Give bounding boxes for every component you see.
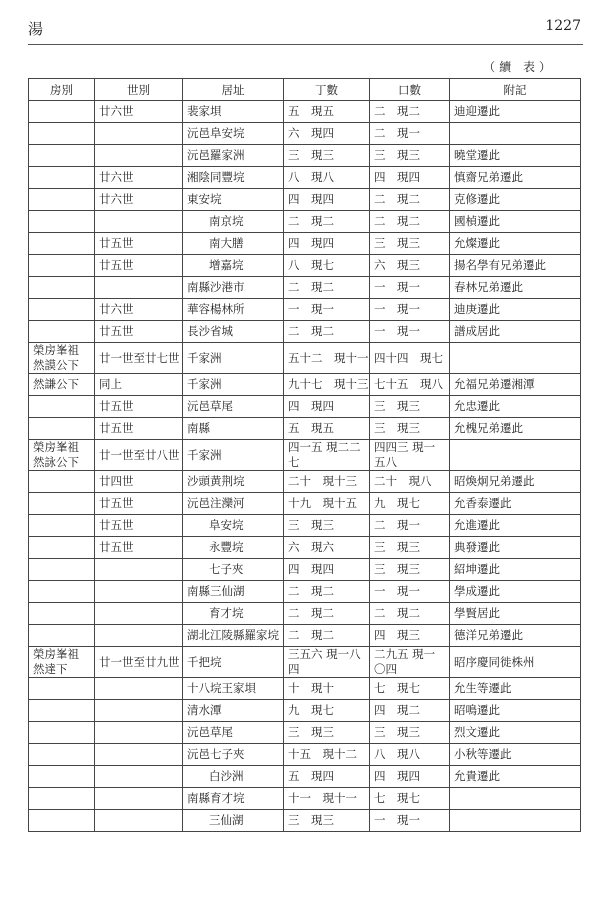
cell-ju: 千家洲 bbox=[183, 343, 284, 374]
cell-kou: 四 現四 bbox=[370, 766, 450, 788]
table-row bbox=[29, 233, 581, 255]
cell-ding: 三 現三 bbox=[284, 810, 370, 832]
cell-shi bbox=[95, 559, 183, 581]
table-row bbox=[29, 167, 581, 189]
cell-fang bbox=[29, 123, 95, 145]
cell-ju: 沅邑羅家洲 bbox=[183, 145, 284, 167]
cell-ju: 南大膳 bbox=[183, 233, 284, 255]
cell-kou: 四 現四 bbox=[370, 167, 450, 189]
cell-ju: 沅邑七子夾 bbox=[183, 744, 284, 766]
cell-ding: 十 現十 bbox=[284, 678, 370, 700]
cell-ju: 育才垸 bbox=[183, 603, 284, 625]
cell-fu: 典發遷此 bbox=[450, 537, 581, 559]
cell-fang bbox=[29, 277, 95, 299]
cell-ju: 湖北江陵縣羅家垸 bbox=[183, 625, 284, 647]
cell-ju: 清水潭 bbox=[183, 700, 284, 722]
cell-fu: 克修遷此 bbox=[450, 189, 581, 211]
table-row bbox=[29, 440, 581, 471]
cell-kou: 四 現二 bbox=[370, 700, 450, 722]
cell-fang bbox=[29, 722, 95, 744]
cell-ding: 九十七 現十三 bbox=[284, 374, 370, 396]
cell-fu: 學成遷此 bbox=[450, 581, 581, 603]
cell-kou: 三 現三 bbox=[370, 418, 450, 440]
cell-ding: 三 現三 bbox=[284, 515, 370, 537]
cell-ding: 二 現二 bbox=[284, 625, 370, 647]
cell-ding: 一 現一 bbox=[284, 299, 370, 321]
cell-fang bbox=[29, 537, 95, 559]
cell-kou: 一 現一 bbox=[370, 810, 450, 832]
page-number: 1227 bbox=[545, 18, 581, 34]
cell-ju: 千家洲 bbox=[183, 440, 284, 471]
cell-kou: 九 現七 bbox=[370, 493, 450, 515]
cell-shi: 同上 bbox=[95, 374, 183, 396]
cell-shi: 廿五世 bbox=[95, 418, 183, 440]
cell-fu: 小秋等遷此 bbox=[450, 744, 581, 766]
table-row bbox=[29, 678, 581, 700]
table-row bbox=[29, 515, 581, 537]
table-row bbox=[29, 647, 581, 678]
cell-shi bbox=[95, 211, 183, 233]
cell-ding: 四 現四 bbox=[284, 559, 370, 581]
cell-shi: 廿五世 bbox=[95, 396, 183, 418]
cell-fang bbox=[29, 471, 95, 493]
column-header-kou: 口數 bbox=[370, 79, 450, 101]
cell-kou: 一 現一 bbox=[370, 277, 450, 299]
cell-shi: 廿五世 bbox=[95, 233, 183, 255]
cell-kou: 二 現二 bbox=[370, 189, 450, 211]
table-row bbox=[29, 343, 581, 374]
cell-fang bbox=[29, 788, 95, 810]
cell-fang bbox=[29, 700, 95, 722]
cell-ju: 長沙省城 bbox=[183, 321, 284, 343]
cell-ju: 增嘉垸 bbox=[183, 255, 284, 277]
cell-shi bbox=[95, 744, 183, 766]
cell-shi: 廿一世至廿七世 bbox=[95, 343, 183, 374]
cell-kou: 四四三 現一五八 bbox=[370, 440, 450, 471]
cell-kou: 三 現三 bbox=[370, 145, 450, 167]
table-row bbox=[29, 374, 581, 396]
cell-ju: 千家洲 bbox=[183, 374, 284, 396]
cell-ju: 湘陰同豐垸 bbox=[183, 167, 284, 189]
cell-ding: 二 現二 bbox=[284, 277, 370, 299]
cell-fu: 揚名學有兄弟遷此 bbox=[450, 255, 581, 277]
column-header-fu: 附記 bbox=[450, 79, 581, 101]
cell-fu: 譜成居此 bbox=[450, 321, 581, 343]
cell-fu bbox=[450, 810, 581, 832]
cell-ding: 五 現五 bbox=[284, 418, 370, 440]
cell-fang: 榮房峯祖然謨公下 bbox=[29, 343, 95, 374]
cell-fang bbox=[29, 603, 95, 625]
table-row bbox=[29, 537, 581, 559]
cell-kou: 二十 現八 bbox=[370, 471, 450, 493]
cell-kou: 二 現一 bbox=[370, 123, 450, 145]
cell-fu: 春林兄弟遷此 bbox=[450, 277, 581, 299]
cell-fang bbox=[29, 766, 95, 788]
table-row bbox=[29, 123, 581, 145]
table-row bbox=[29, 418, 581, 440]
cell-fang bbox=[29, 515, 95, 537]
cell-fu: 允忠遷此 bbox=[450, 396, 581, 418]
table-row bbox=[29, 788, 581, 810]
cell-ding: 四 現四 bbox=[284, 189, 370, 211]
header-rule bbox=[28, 44, 583, 45]
cell-fu bbox=[450, 788, 581, 810]
cell-shi: 廿六世 bbox=[95, 101, 183, 123]
cell-fang bbox=[29, 625, 95, 647]
cell-fu: 昭序慶同徙株州 bbox=[450, 647, 581, 678]
cell-kou: 一 現一 bbox=[370, 299, 450, 321]
cell-ding: 四 現四 bbox=[284, 233, 370, 255]
table-row bbox=[29, 396, 581, 418]
cell-shi bbox=[95, 123, 183, 145]
table-row bbox=[29, 722, 581, 744]
cell-ding: 三五六 現一八四 bbox=[284, 647, 370, 678]
table-row bbox=[29, 189, 581, 211]
cell-shi: 廿四世 bbox=[95, 471, 183, 493]
cell-shi bbox=[95, 700, 183, 722]
cell-fang bbox=[29, 810, 95, 832]
cell-fang bbox=[29, 581, 95, 603]
cell-ju: 七子夾 bbox=[183, 559, 284, 581]
cell-ding: 三 現三 bbox=[284, 722, 370, 744]
cell-fang bbox=[29, 493, 95, 515]
cell-fang bbox=[29, 167, 95, 189]
cell-kou: 六 現三 bbox=[370, 255, 450, 277]
cell-ju: 千把垸 bbox=[183, 647, 284, 678]
column-header-shi: 世別 bbox=[95, 79, 183, 101]
table-row bbox=[29, 493, 581, 515]
cell-ju: 裴家垻 bbox=[183, 101, 284, 123]
table-row bbox=[29, 211, 581, 233]
cell-kou: 一 現一 bbox=[370, 321, 450, 343]
table-row bbox=[29, 603, 581, 625]
table-row bbox=[29, 277, 581, 299]
table-row bbox=[29, 255, 581, 277]
cell-shi bbox=[95, 277, 183, 299]
cell-ding: 二 現二 bbox=[284, 321, 370, 343]
cell-kou: 二 現二 bbox=[370, 101, 450, 123]
table-row bbox=[29, 321, 581, 343]
cell-shi: 廿五世 bbox=[95, 321, 183, 343]
cell-fu: 允槐兄弟遷此 bbox=[450, 418, 581, 440]
table-row bbox=[29, 145, 581, 167]
cell-shi: 廿一世至廿九世 bbox=[95, 647, 183, 678]
cell-kou: 八 現八 bbox=[370, 744, 450, 766]
table-row bbox=[29, 700, 581, 722]
cell-fang bbox=[29, 145, 95, 167]
cell-fu: 德洋兄弟遷此 bbox=[450, 625, 581, 647]
cell-ding: 二 現二 bbox=[284, 211, 370, 233]
cell-ju: 南縣沙港市 bbox=[183, 277, 284, 299]
cell-ding: 五 現五 bbox=[284, 101, 370, 123]
cell-ju: 南縣三仙湖 bbox=[183, 581, 284, 603]
cell-kou: 三 現三 bbox=[370, 559, 450, 581]
cell-ding: 八 現八 bbox=[284, 167, 370, 189]
cell-kou: 四十四 現七 bbox=[370, 343, 450, 374]
cell-shi: 廿五世 bbox=[95, 515, 183, 537]
cell-ju: 阜安垸 bbox=[183, 515, 284, 537]
cell-ding: 三 現三 bbox=[284, 145, 370, 167]
cell-fu: 允生等遷此 bbox=[450, 678, 581, 700]
column-header-ju: 居址 bbox=[183, 79, 284, 101]
table-row bbox=[29, 471, 581, 493]
cell-ding: 二十 現十三 bbox=[284, 471, 370, 493]
table-row bbox=[29, 559, 581, 581]
cell-fu: 允進遷此 bbox=[450, 515, 581, 537]
cell-kou: 七十五 現八 bbox=[370, 374, 450, 396]
cell-ding: 九 現七 bbox=[284, 700, 370, 722]
cell-fang bbox=[29, 418, 95, 440]
cell-ding: 十九 現十五 bbox=[284, 493, 370, 515]
cell-fang bbox=[29, 678, 95, 700]
table-row bbox=[29, 766, 581, 788]
cell-shi: 廿六世 bbox=[95, 167, 183, 189]
cell-shi: 廿一世至廿八世 bbox=[95, 440, 183, 471]
cell-ju: 南縣育才垸 bbox=[183, 788, 284, 810]
cell-fu bbox=[450, 123, 581, 145]
cell-fu: 曉堂遷此 bbox=[450, 145, 581, 167]
cell-fu bbox=[450, 440, 581, 471]
cell-kou: 二 現一 bbox=[370, 515, 450, 537]
genealogy-table bbox=[28, 78, 581, 832]
cell-fu: 紹坤遷此 bbox=[450, 559, 581, 581]
cell-fu: 昭煥炯兄弟遷此 bbox=[450, 471, 581, 493]
cell-ju: 沅邑阜安垸 bbox=[183, 123, 284, 145]
cell-ju: 東安垸 bbox=[183, 189, 284, 211]
cell-shi bbox=[95, 766, 183, 788]
cell-ju: 沅邑草尾 bbox=[183, 396, 284, 418]
cell-ju: 十八垸王家垻 bbox=[183, 678, 284, 700]
cell-shi bbox=[95, 722, 183, 744]
cell-fu: 允燦遷此 bbox=[450, 233, 581, 255]
column-header-ding: 丁數 bbox=[284, 79, 370, 101]
cell-fang bbox=[29, 321, 95, 343]
cell-fu: 允香泰遷此 bbox=[450, 493, 581, 515]
cell-ju: 沅邑草尾 bbox=[183, 722, 284, 744]
cell-kou: 七 現七 bbox=[370, 678, 450, 700]
cell-kou: 四 現三 bbox=[370, 625, 450, 647]
cell-shi: 廿五世 bbox=[95, 255, 183, 277]
cell-fu: 允貴遷此 bbox=[450, 766, 581, 788]
cell-ju: 沙頭黄荆垸 bbox=[183, 471, 284, 493]
cell-fu: 昭鳴遷此 bbox=[450, 700, 581, 722]
cell-fang: 然謙公下 bbox=[29, 374, 95, 396]
cell-fang bbox=[29, 233, 95, 255]
cell-fu bbox=[450, 343, 581, 374]
cell-kou: 二九五 現一〇四 bbox=[370, 647, 450, 678]
cell-kou: 三 現三 bbox=[370, 396, 450, 418]
table-header-row bbox=[29, 79, 581, 101]
cell-fang: 榮房峯祖然詠公下 bbox=[29, 440, 95, 471]
cell-shi bbox=[95, 788, 183, 810]
cell-fu: 迪庚遷此 bbox=[450, 299, 581, 321]
column-header-fang: 房別 bbox=[29, 79, 95, 101]
cell-kou: 一 現一 bbox=[370, 581, 450, 603]
cell-fu: 迪迎遷此 bbox=[450, 101, 581, 123]
cell-ding: 八 現七 bbox=[284, 255, 370, 277]
cell-fang bbox=[29, 559, 95, 581]
cell-ju: 沅邑注灤河 bbox=[183, 493, 284, 515]
cell-fu: 學賢居此 bbox=[450, 603, 581, 625]
cell-ding: 二 現二 bbox=[284, 603, 370, 625]
table-row bbox=[29, 625, 581, 647]
cell-shi bbox=[95, 625, 183, 647]
page-header-title: 湯 bbox=[28, 20, 44, 38]
cell-shi bbox=[95, 581, 183, 603]
cell-kou: 三 現三 bbox=[370, 233, 450, 255]
cell-kou: 二 現二 bbox=[370, 211, 450, 233]
cell-fu: 允福兄弟遷湘潭 bbox=[450, 374, 581, 396]
cell-fang bbox=[29, 299, 95, 321]
cell-fu: 烈文遷此 bbox=[450, 722, 581, 744]
cell-shi bbox=[95, 603, 183, 625]
cell-fang: 榮房峯祖然達下 bbox=[29, 647, 95, 678]
table-row bbox=[29, 810, 581, 832]
cell-shi bbox=[95, 810, 183, 832]
continued-label: （續 表） bbox=[483, 60, 555, 74]
cell-fang bbox=[29, 744, 95, 766]
cell-ding: 六 現四 bbox=[284, 123, 370, 145]
cell-shi: 廿五世 bbox=[95, 537, 183, 559]
cell-fu: 國楨遷此 bbox=[450, 211, 581, 233]
cell-kou: 二 現二 bbox=[370, 603, 450, 625]
cell-shi bbox=[95, 145, 183, 167]
cell-shi: 廿六世 bbox=[95, 189, 183, 211]
cell-shi: 廿五世 bbox=[95, 493, 183, 515]
cell-fu: 慎齋兄弟遷此 bbox=[450, 167, 581, 189]
table-row bbox=[29, 581, 581, 603]
cell-fang bbox=[29, 255, 95, 277]
cell-ju: 南京垸 bbox=[183, 211, 284, 233]
table-body bbox=[29, 101, 581, 832]
table-row bbox=[29, 299, 581, 321]
cell-ju: 三仙湖 bbox=[183, 810, 284, 832]
cell-kou: 七 現七 bbox=[370, 788, 450, 810]
cell-ju: 白沙洲 bbox=[183, 766, 284, 788]
cell-ding: 五 現四 bbox=[284, 766, 370, 788]
cell-fang bbox=[29, 396, 95, 418]
cell-shi bbox=[95, 678, 183, 700]
cell-ding: 四一五 現二二七 bbox=[284, 440, 370, 471]
cell-ding: 十五 現十二 bbox=[284, 744, 370, 766]
cell-ju: 永豐垸 bbox=[183, 537, 284, 559]
cell-ding: 五十二 現十一 bbox=[284, 343, 370, 374]
cell-fang bbox=[29, 101, 95, 123]
cell-kou: 三 現三 bbox=[370, 537, 450, 559]
cell-ding: 十一 現十一 bbox=[284, 788, 370, 810]
cell-fang bbox=[29, 189, 95, 211]
cell-ju: 南縣 bbox=[183, 418, 284, 440]
cell-ding: 二 現二 bbox=[284, 581, 370, 603]
table-row bbox=[29, 101, 581, 123]
cell-ju: 華容楊林所 bbox=[183, 299, 284, 321]
cell-kou: 三 現三 bbox=[370, 722, 450, 744]
cell-shi: 廿六世 bbox=[95, 299, 183, 321]
cell-fang bbox=[29, 211, 95, 233]
table-row bbox=[29, 744, 581, 766]
cell-ding: 四 現四 bbox=[284, 396, 370, 418]
cell-ding: 六 現六 bbox=[284, 537, 370, 559]
